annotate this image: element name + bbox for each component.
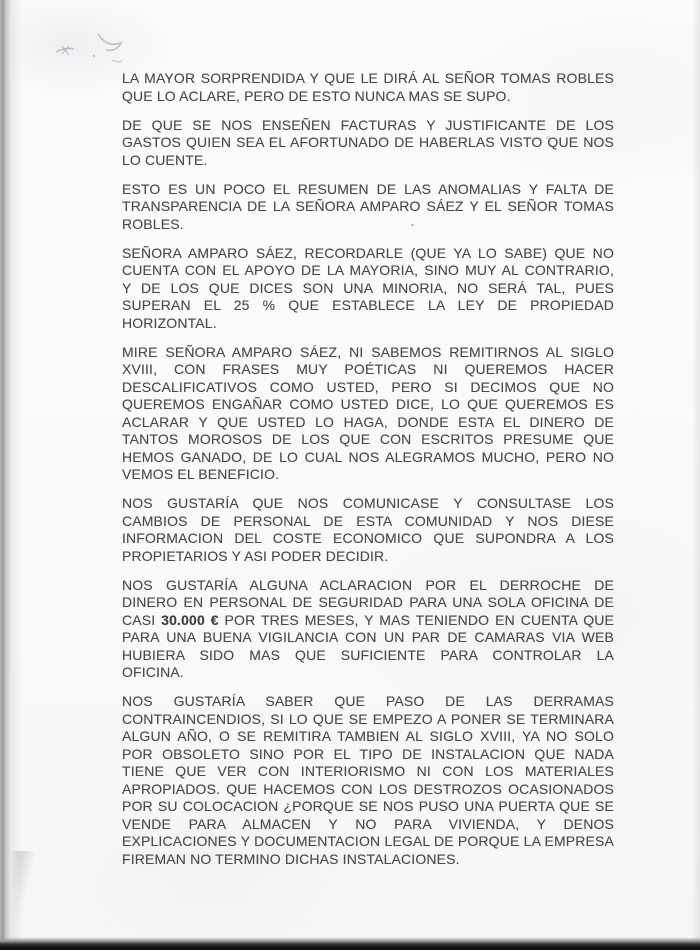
paragraph xyxy=(122,344,614,484)
text-line xyxy=(122,763,614,781)
paragraph xyxy=(122,495,614,565)
text-segment: PARA UNA BUENA VIGILANCIA CON UN PAR DE CAMARAS VIA WEB xyxy=(122,629,614,645)
text-segment: HEMOS GANADO, DE LO CUAL NOS ALEGRAMOS MUCHO, PERO NO xyxy=(122,448,614,465)
text-line xyxy=(122,152,614,170)
scanner-bottom-edge xyxy=(0,937,700,950)
letter-body xyxy=(122,70,614,880)
text-line xyxy=(122,816,614,834)
text-line xyxy=(122,781,614,799)
text-segment: HORIZONTAL. xyxy=(122,314,217,331)
text-segment: VENDE PARA ALMACEN Y NO PARA VIVIENDA, Y DENOS xyxy=(122,815,614,832)
text-line xyxy=(122,70,614,88)
text-segment: FIREMAN NO TERMINO DICHAS INSTALACIONES. xyxy=(122,850,460,867)
text-line xyxy=(122,414,614,432)
text-line xyxy=(122,88,614,106)
text-line xyxy=(122,664,614,682)
text-line xyxy=(122,577,614,595)
text-segment: CAMBIOS DE PERSONAL DE ESTA COMUNIDAD Y NOS DIESE xyxy=(122,512,614,529)
text-line xyxy=(122,245,614,263)
text-line xyxy=(122,612,614,630)
text-line xyxy=(122,851,614,869)
text-line xyxy=(122,134,614,152)
text-segment: SEÑORA AMPARO SÁEZ, RECORDARLE (QUE YA LO SABE) QUE NO xyxy=(122,244,614,261)
text-segment: POR TRES MESES, Y MAS TENIENDO EN CUENTA QUE xyxy=(218,611,614,628)
text-line xyxy=(122,746,614,764)
text-line xyxy=(122,833,614,851)
text-segment: NOS GUSTARÍA SABER QUE PASO DE LAS DERRAMAS xyxy=(122,693,614,709)
text-segment: DE QUE SE NOS ENSEÑEN FACTURAS Y JUSTIFICANTE DE LOS xyxy=(122,116,614,133)
text-segment: VEMOS EL BENEFICIO. xyxy=(122,466,280,482)
text-segment: CUENTA CON EL APOYO DE LA MAYORIA, SINO MUY AL CONTRARIO, xyxy=(122,262,614,278)
text-segment: Y DE LOS QUE DICES SON UNA MINORIA, NO SERÁ TAL, PUES xyxy=(122,279,614,296)
text-segment: SUPERAN EL 25 % QUE ESTABLECE LA LEY DE PROPIEDAD xyxy=(122,297,614,313)
paragraph xyxy=(122,693,614,868)
text-segment: INFORMACION DEL COSTE ECONOMICO QUE SUPONDRA A LOS xyxy=(122,530,614,546)
text-line xyxy=(122,315,614,333)
text-line xyxy=(122,396,614,414)
text-segment: QUEREMOS ENGAÑAR COMO USTED DICE, LO QUE QUEREMOS ES xyxy=(122,396,614,412)
paragraph xyxy=(122,181,614,234)
text-line xyxy=(122,530,614,548)
text-line xyxy=(122,495,614,513)
text-segment: POR OBSOLETO SINO POR EL TIPO DE INSTALACION QUE NADA xyxy=(122,745,614,762)
text-segment: ROBLES. xyxy=(122,215,184,232)
text-line xyxy=(122,629,614,647)
text-line xyxy=(122,466,614,484)
text-line xyxy=(122,431,614,449)
text-line xyxy=(122,728,614,746)
text-segment: TANTOS MOROSOS DE LOS QUE CON ESCRITOS PRESUME QUE xyxy=(122,431,614,447)
scanner-left-edge xyxy=(0,0,22,950)
text-segment: NOS GUSTARÍA QUE NOS COMUNICASE Y CONSULTASE LOS xyxy=(122,495,614,511)
text-segment: ALGUN AÑO, O SE REMITIRA TAMBIEN AL SIGLO XVIII, YA NO SOLO xyxy=(122,728,614,744)
text-segment: QUE LO ACLARE, PERO DE ESTO NUNCA MAS SE SUPO. xyxy=(122,87,511,104)
text-line xyxy=(122,262,614,280)
text-line xyxy=(122,216,614,234)
text-segment: EXPLICACIONES Y DOCUMENTACION LEGAL DE PORQUE LA EMPRESA xyxy=(122,833,614,849)
scanner-right-edge xyxy=(692,0,700,950)
text-line xyxy=(122,280,614,298)
text-segment: DINERO EN PERSONAL DE SEGURIDAD PARA UNA SOLA OFICINA DE xyxy=(122,594,614,610)
text-segment: LO CUENTE. xyxy=(122,151,208,168)
text-line xyxy=(122,379,614,397)
text-line xyxy=(122,117,614,135)
text-line xyxy=(122,181,614,199)
text-line xyxy=(122,513,614,531)
paragraph xyxy=(122,245,614,333)
text-segment: XVIII, CON FRASES MUY POÉTICAS NI QUEREMOS HACER xyxy=(122,361,614,377)
text-line xyxy=(122,647,614,665)
bold-amount: 30.000 € xyxy=(161,611,219,628)
text-segment: PROPIETARIOS Y ASI PODER DECIDIR. xyxy=(122,547,389,564)
text-line xyxy=(122,548,614,566)
text-line xyxy=(122,361,614,379)
paragraph xyxy=(122,577,614,682)
text-line xyxy=(122,711,614,729)
text-line xyxy=(122,344,614,362)
text-segment: LA MAYOR SORPRENDIDA Y QUE LE DIRÁ AL SEÑOR TOMAS ROBLES xyxy=(122,70,614,86)
paragraph xyxy=(122,117,614,170)
text-line xyxy=(122,798,614,816)
text-line xyxy=(122,594,614,612)
paragraph xyxy=(122,70,614,105)
text-line xyxy=(122,693,614,711)
text-segment: HUBIERA SIDO MAS QUE SUFICIENTE PARA CONTROLAR LA xyxy=(122,646,614,663)
text-segment: APROPIADOS. QUE HACEMOS CON LOS DESTROZOS OCASIONADOS xyxy=(122,780,614,797)
text-line xyxy=(122,297,614,315)
text-segment: CONTRAINCENDIOS, SI LO QUE SE EMPEZO A PONER SE TERMINARA xyxy=(122,710,614,727)
text-segment: MIRE SEÑORA AMPARO SÁEZ, NI SABEMOS REMITIRNOS AL SIGLO xyxy=(122,343,614,360)
text-segment: POR SU COLOCACION ¿PORQUE SE NOS PUSO UNA PUERTA QUE SE xyxy=(122,798,614,814)
text-segment: TRANSPARENCIA DE LA SEÑORA AMPARO SÁEZ Y EL SEÑOR TOMAS xyxy=(122,198,614,214)
text-segment: GASTOS QUIEN SEA EL AFORTUNADO DE HABERLAS VISTO QUE NOS xyxy=(122,134,614,150)
text-segment: CASI xyxy=(122,611,162,628)
text-segment: TIENE QUE VER CON INTERIORISMO NI CON LOS MATERIALES xyxy=(122,763,614,779)
text-segment: DESCALIFICATIVOS COMO USTED, PERO SI DECIMOS QUE NO xyxy=(122,378,614,395)
text-line xyxy=(122,449,614,467)
text-segment: NOS GUSTARÍA ALGUNA ACLARACION POR EL DERROCHE DE xyxy=(122,576,614,593)
text-segment: ESTO ES UN POCO EL RESUMEN DE LAS ANOMALIAS Y FALTA DE xyxy=(122,180,614,197)
text-segment: OFICINA. xyxy=(122,664,184,680)
text-line xyxy=(122,198,614,216)
text-segment: ACLARAR Y QUE USTED LO HAGA, DONDE ESTA EL DINERO DE xyxy=(122,413,614,430)
